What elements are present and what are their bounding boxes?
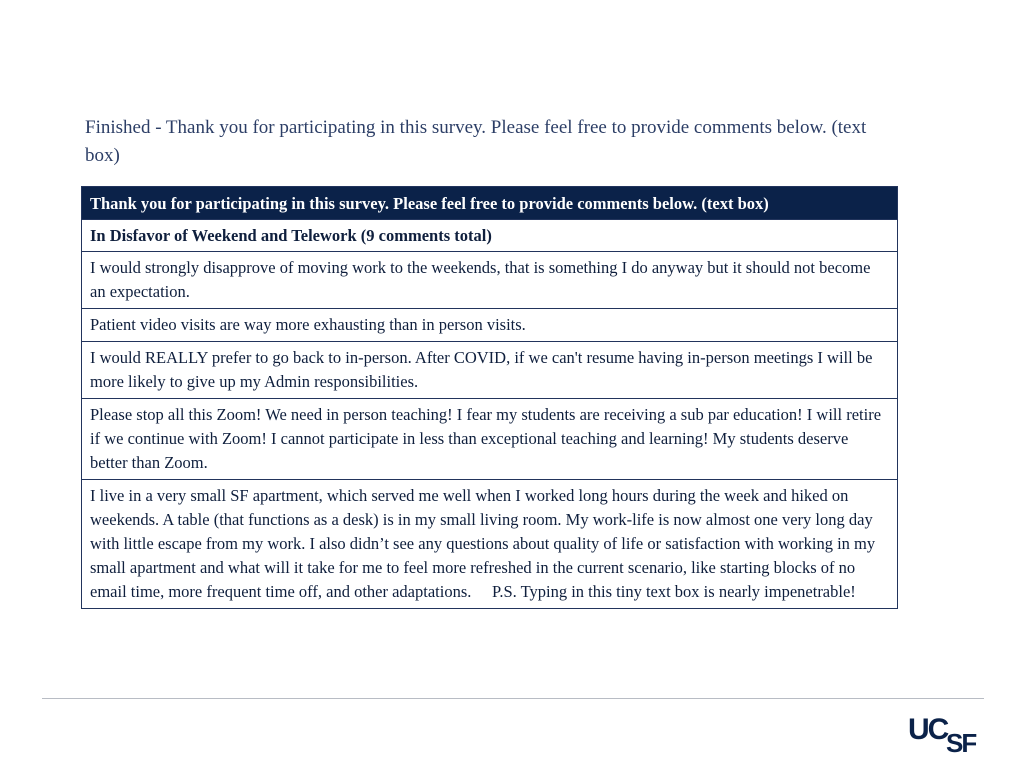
- footer-divider: [42, 698, 984, 699]
- comment-cell: Please stop all this Zoom! We need in person teaching! I fear my students are receiving a sub par education! I will retire if we continue with Zoom! I cannot participate in less than exceptional teaching and learning! My students deserve better than Zoom.: [82, 399, 898, 480]
- comment-row: [82, 309, 898, 342]
- ucsf-logo: [908, 712, 988, 754]
- comment-row: [82, 480, 898, 609]
- comment-row: [82, 252, 898, 309]
- table-header-cell: Thank you for participating in this survey. Please feel free to provide comments below. (text box): [82, 187, 898, 220]
- comments-table: [81, 186, 898, 609]
- svg-text:UC: UC: [908, 713, 948, 746]
- category-cell: In Disfavor of Weekend and Telework (9 comments total): [82, 220, 898, 252]
- comment-cell: I would REALLY prefer to go back to in-person. After COVID, if we can't resume having in-person meetings I will be more likely to give up my Admin responsibilities.: [82, 342, 898, 399]
- comment-cell: I would strongly disapprove of moving work to the weekends, that is something I do anyway but it should not become an expectation.: [82, 252, 898, 309]
- comment-cell: Patient video visits are way more exhausting than in person visits.: [82, 309, 898, 342]
- category-row: [82, 220, 898, 252]
- comment-row: [82, 342, 898, 399]
- comment-cell: I live in a very small SF apartment, which served me well when I worked long hours during the week and hiked on weekends. A table (that functions as a desk) is in my small living room. My work-life is now almost one very long day with little escape from my work. I also didn’t see any questions about quality of life or satisfaction with working in my small apartment and what will it take for me to feel more refreshed in the current scenario, like starting blocks of no email time, more frequent time off, and other adaptations. P.S. Typing in this tiny text box is nearly impenetrable!: [82, 480, 898, 609]
- comment-row: [82, 399, 898, 480]
- svg-text:SF: SF: [946, 728, 976, 754]
- table-header-row: [82, 187, 898, 220]
- slide-title: Finished - Thank you for participating in this survey. Please feel free to provide comments below. (text box): [85, 117, 867, 166]
